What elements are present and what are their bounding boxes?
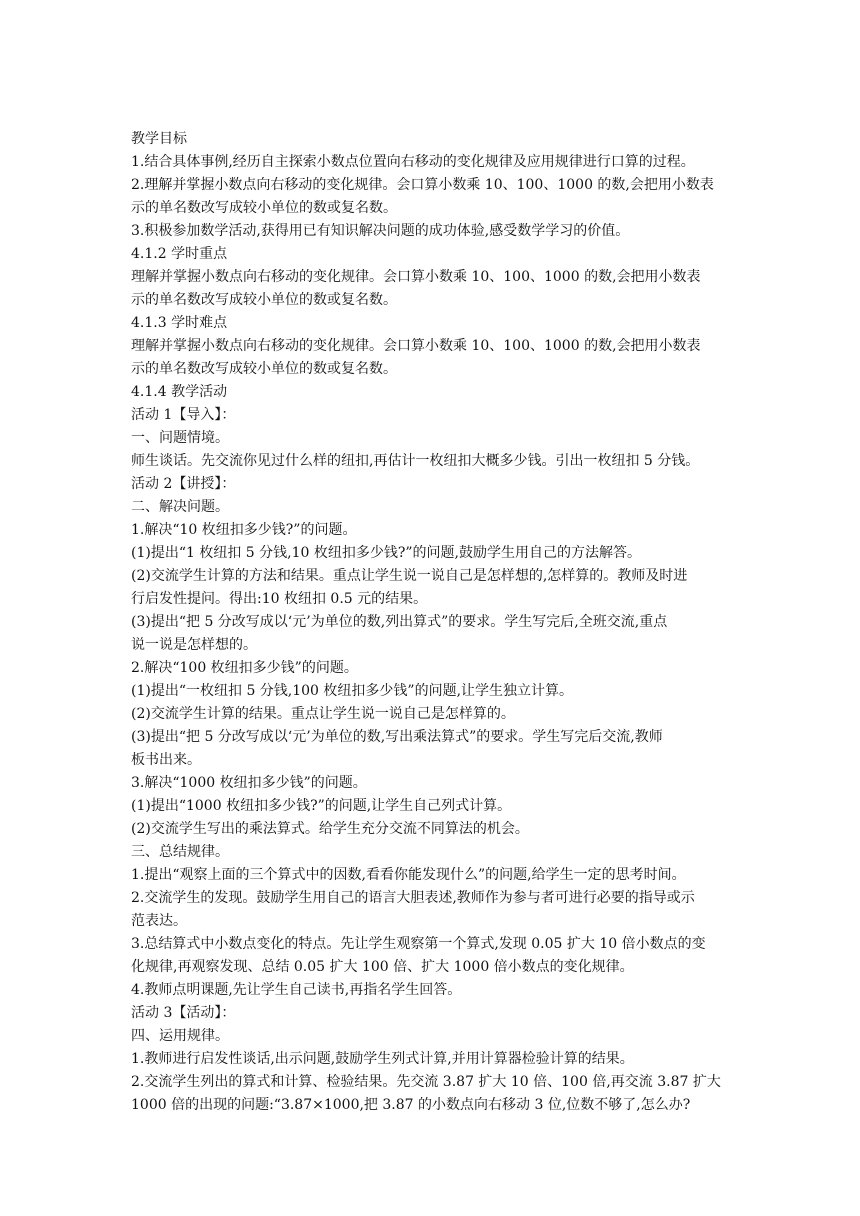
activity-heading: 活动 2【讲授】： bbox=[131, 476, 236, 492]
text-line: 1.教师进行启发性谈话,出示问题,鼓励学生列式计算,并用计算器检验计算的结果。 bbox=[131, 1051, 634, 1067]
text-line: (1)提出“1000 枚纽扣多少钱?”的问题,让学生自己列式计算。 bbox=[131, 798, 512, 814]
text-line: 示的单名数改写成较小单位的数或复名数。 bbox=[131, 292, 397, 308]
document-body bbox=[131, 128, 741, 1117]
text-line: 一、问题情境。 bbox=[131, 430, 229, 446]
text-line: (3)提出“把 5 分改写成以‘元’为单位的数,列出算式”的要求。学生写完后,全班交流,重点 bbox=[131, 614, 668, 630]
text-line: 理解并掌握小数点向右移动的变化规律。会口算小数乘 10、100、1000 的数,会把用小数表 bbox=[131, 269, 701, 285]
text-line: 2.解决“100 枚纽扣多少钱”的问题。 bbox=[131, 660, 358, 676]
text-line: 1.提出“观察上面的三个算式中的因数,看看你能发现什么”的问题,给学生一定的思考时间。 bbox=[131, 867, 686, 883]
text-line: 师生谈话。先交流你见过什么样的纽扣,再估计一枚纽扣大概多少钱。引出一枚纽扣 5 分钱。 bbox=[131, 453, 700, 469]
text-line: 范表达。 bbox=[131, 913, 187, 929]
text-line: 教学目标 bbox=[131, 131, 187, 147]
text-line: 示的单名数改写成较小单位的数或复名数。 bbox=[131, 361, 397, 377]
text-line: (1)提出“1 枚纽扣 5 分钱,10 枚纽扣多少钱?”的问题,鼓励学生用自己的方法解答。 bbox=[131, 545, 641, 561]
text-line: 说一说是怎样想的。 bbox=[131, 637, 257, 653]
text-line: (2)交流学生计算的结果。重点让学生说一说自己是怎样算的。 bbox=[131, 706, 515, 722]
text-line: 2.交流学生的发现。鼓励学生用自己的语言大胆表述,教师作为参与者可进行必要的指导或示 bbox=[131, 890, 695, 906]
section-heading: 4.1.4 教学活动 bbox=[131, 384, 228, 400]
text-line: 示的单名数改写成较小单位的数或复名数。 bbox=[131, 200, 397, 216]
text-line: 板书出来。 bbox=[131, 752, 201, 768]
text-line: 4.教师点明课题,先让学生自己读书,再指名学生回答。 bbox=[131, 982, 462, 998]
text-line: 3.积极参加数学活动,获得用已有知识解决问题的成功体验,感受数学学习的价值。 bbox=[131, 223, 630, 239]
text-line: 1.解决“10 枚纽扣多少钱?”的问题。 bbox=[131, 522, 357, 538]
text-line: 行启发性提问。得出:10 枚纽扣 0.5 元的结果。 bbox=[131, 591, 428, 607]
section-heading: 4.1.3 学时难点 bbox=[131, 315, 228, 331]
text-line: 1.结合具体事例,经历自主探索小数点位置向右移动的变化规律及应用规律进行口算的过程。 bbox=[131, 154, 695, 170]
text-line: 化规律,再观察发现、总结 0.05 扩大 100 倍、扩大 1000 倍小数点的变化规律。 bbox=[131, 959, 634, 975]
text-line: 2.理解并掌握小数点向右移动的变化规律。会口算小数乘 10、100、1000 的数,会把用小数表 bbox=[131, 177, 714, 193]
activity-heading: 活动 3【活动】： bbox=[131, 1005, 236, 1021]
text-line: 2.交流学生列出的算式和计算、检验结果。先交流 3.87 扩大 10 倍、100 倍,再交流 3.87 扩大 bbox=[131, 1074, 721, 1090]
text-line: 三、总结规律。 bbox=[131, 844, 229, 860]
text-line: (2)交流学生写出的乘法算式。给学生充分交流不同算法的机会。 bbox=[131, 821, 529, 837]
text-line: 3.解决“1000 枚纽扣多少钱”的问题。 bbox=[131, 775, 367, 791]
text-line: 理解并掌握小数点向右移动的变化规律。会口算小数乘 10、100、1000 的数,会把用小数表 bbox=[131, 338, 701, 354]
text-line: 四、运用规律。 bbox=[131, 1028, 229, 1044]
text-line: (3)提出“把 5 分改写成以‘元’为单位的数,写出乘法算式”的要求。学生写完后交流,教师 bbox=[131, 729, 663, 745]
text-line: 二、解决问题。 bbox=[131, 499, 229, 515]
section-heading: 4.1.2 学时重点 bbox=[131, 246, 228, 262]
text-line: 3.总结算式中小数点变化的特点。先让学生观察第一个算式,发现 0.05 扩大 10 倍小数点的变 bbox=[131, 936, 706, 952]
text-line: (1)提出“一枚纽扣 5 分钱,100 枚纽扣多少钱”的问题,让学生独立计算。 bbox=[131, 683, 574, 699]
text-line: 1000 倍的出现的问题:“3.87×1000,把 3.87 的小数点向右移动 3 位,位数不够了,怎么办? bbox=[131, 1097, 691, 1113]
text-line: (2)交流学生计算的方法和结果。重点让学生说一说自己是怎样想的,怎样算的。教师及时进 bbox=[131, 568, 688, 584]
activity-heading: 活动 1【导入】： bbox=[131, 407, 236, 423]
